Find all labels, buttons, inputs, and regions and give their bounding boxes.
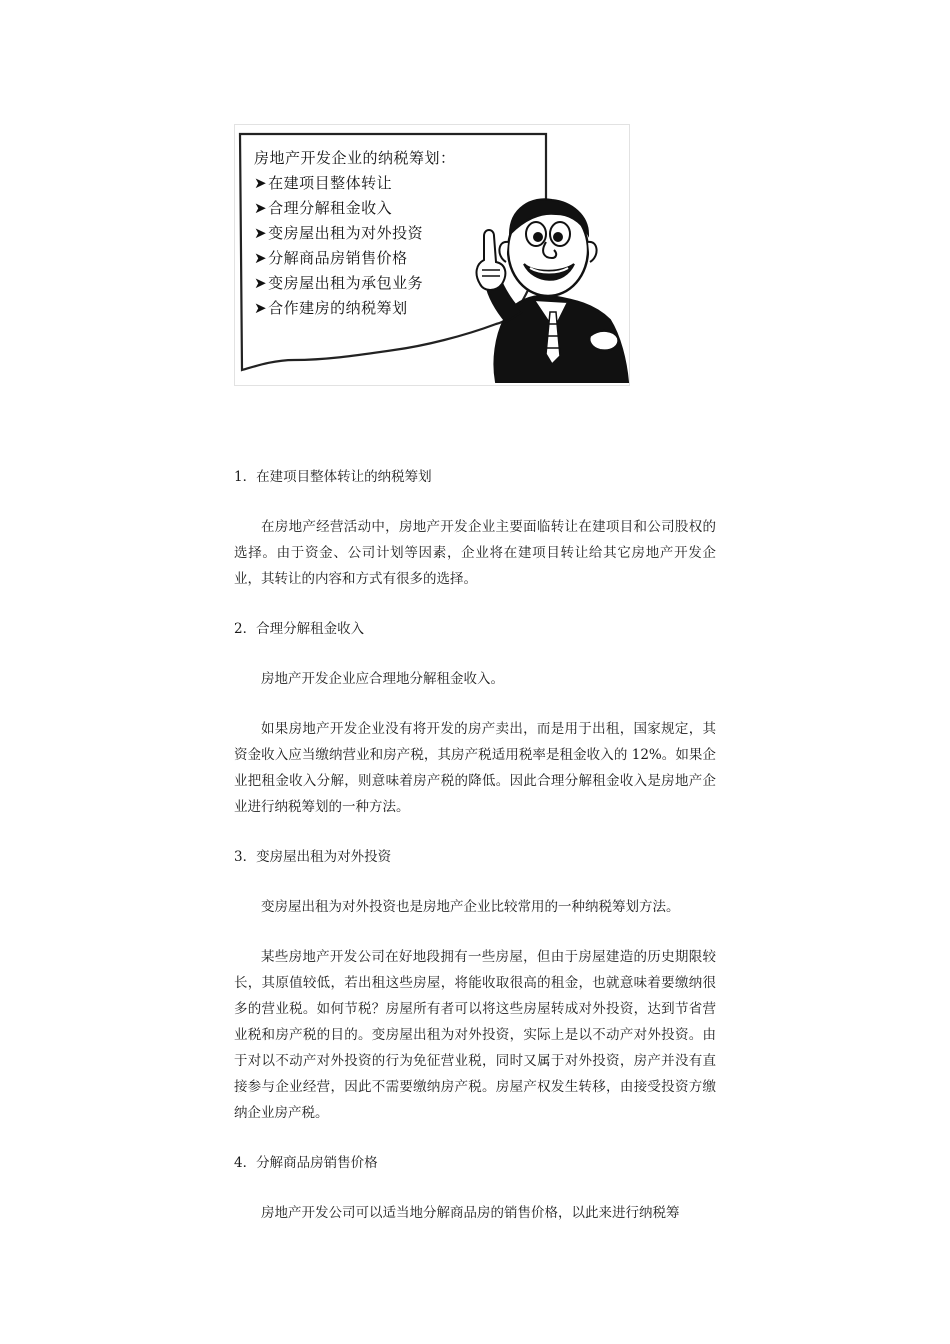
note-item: ➤分解商品房销售价格 bbox=[254, 249, 408, 267]
arrow-bullet-icon: ➤ bbox=[254, 199, 268, 217]
section-heading: 3．变房屋出租为对外投资 bbox=[234, 849, 392, 865]
paragraph: 房地产开发公司可以适当地分解商品房的销售价格，以此来进行纳税筹 bbox=[261, 1205, 680, 1221]
arrow-bullet-icon: ➤ bbox=[254, 174, 268, 192]
section-heading: 1．在建项目整体转让的纳税筹划 bbox=[234, 469, 432, 485]
section-heading: 2．合理分解租金收入 bbox=[234, 621, 365, 637]
document-body bbox=[234, 464, 716, 1226]
arrow-bullet-icon: ➤ bbox=[254, 299, 268, 317]
arrow-bullet-icon: ➤ bbox=[254, 224, 268, 242]
arrow-bullet-icon: ➤ bbox=[254, 274, 268, 292]
note-item: ➤合作建房的纳税筹划 bbox=[254, 299, 408, 317]
arrow-bullet-icon: ➤ bbox=[254, 249, 268, 267]
tax-planning-illustration bbox=[234, 124, 630, 386]
paragraph: 某些房地产开发公司在好地段拥有一些房屋，但由于房屋建造的历史期限较长，其原值较低，若出租这些房屋，将能收取很高的租金，也就意味着要缴纳很多的营业税。如何节税？房屋所有者可以将这些房屋转成对外投资，达到节省营业税和房产税的目的。变房屋出租为对外投资，实际上是以不动产对外投资。由于对以不动产对外投资的行为免征营业税，同时又属于对外投资，房产并没有直接参与企业经营，因此不需要缴纳房产税。房屋产权发生转移，由接受投资方缴纳企业房产税。 bbox=[234, 949, 716, 1121]
note-text bbox=[254, 146, 456, 321]
paragraph: 如果房地产开发企业没有将开发的房产卖出，而是用于出租，国家规定，其资金收入应当缴纳营业和房产税，其房产税适用税率是租金收入的 12%。如果企业把租金收入分解，则意味着房产税的降低。因此合理分解租金收入是房地产企业进行纳税筹划的一种方法。 bbox=[234, 721, 716, 815]
note-item: ➤在建项目整体转让 bbox=[254, 174, 393, 192]
note-title: 房地产开发企业的纳税筹划： bbox=[254, 149, 456, 167]
section-heading: 4．分解商品房销售价格 bbox=[234, 1155, 378, 1171]
paragraph: 在房地产经营活动中，房地产开发企业主要面临转让在建项目和公司股权的选择。由于资金、公司计划等因素，企业将在建项目转让给其它房地产开发企业，其转让的内容和方式有很多的选择。 bbox=[234, 519, 716, 587]
note-item: ➤变房屋出租为对外投资 bbox=[254, 224, 424, 242]
paragraph: 变房屋出租为对外投资也是房地产企业比较常用的一种纳税筹划方法。 bbox=[261, 899, 680, 915]
note-item: ➤合理分解租金收入 bbox=[254, 199, 393, 217]
note-item: ➤变房屋出租为承包业务 bbox=[254, 274, 424, 292]
paragraph: 房地产开发企业应合理地分解租金收入。 bbox=[261, 671, 504, 687]
